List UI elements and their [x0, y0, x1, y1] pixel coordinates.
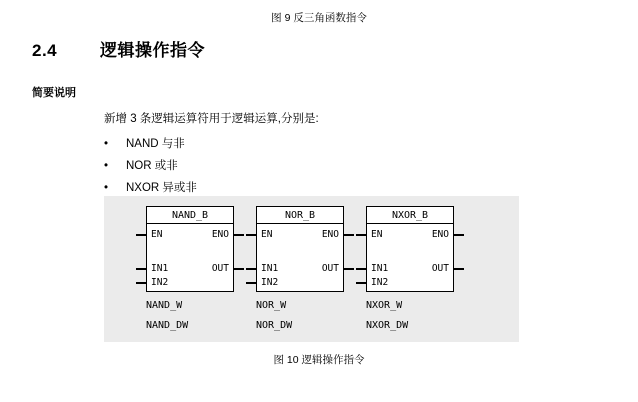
section-number: 2.4 — [32, 41, 58, 60]
figure-9-caption: 图 9 反三角函数指令 — [271, 12, 367, 24]
function-block-row-en — [367, 229, 453, 240]
list-item — [104, 155, 504, 177]
pin-label-eno: ENO — [431, 229, 449, 240]
list-item — [104, 133, 504, 155]
figure-10-caption: 图 10 逻辑操作指令 — [273, 354, 365, 366]
function-block-group-nor — [246, 196, 356, 342]
function-block-row-en — [257, 229, 343, 240]
pin-label-in1: IN1 — [371, 263, 389, 274]
function-block-title: NXOR_B — [367, 207, 453, 224]
operator-bullet-list — [104, 133, 504, 199]
function-block-row-en — [147, 229, 233, 240]
pin-out-line — [454, 268, 464, 270]
list-item-label: NOR 或非 — [126, 160, 178, 172]
function-block-row-in1 — [147, 263, 233, 274]
pin-label-eno: ENO — [211, 229, 229, 240]
pin-label-out: OUT — [211, 263, 229, 274]
block-variant-label: NAND_DW — [146, 320, 189, 331]
bullet-icon: • — [104, 138, 109, 150]
function-block-title: NAND_B — [147, 207, 233, 224]
pin-label-eno: ENO — [321, 229, 339, 240]
function-block-title: NOR_B — [257, 207, 343, 224]
pin-label-out: OUT — [321, 263, 339, 274]
pin-label-en: EN — [371, 229, 383, 240]
intro-paragraph: 新增 3 条逻辑运算符用于逻辑运算,分别是: — [104, 113, 319, 125]
pin-label-in2: IN2 — [261, 277, 279, 288]
function-block-row-in2 — [147, 277, 233, 288]
function-block-nor — [256, 206, 344, 292]
block-variant-label: NAND_W — [146, 300, 183, 311]
block-variant-label: NXOR_DW — [366, 320, 409, 331]
function-block-row-in2 — [367, 277, 453, 288]
function-block-group-nxor — [356, 196, 466, 342]
brief-description-label: 简要说明 — [32, 87, 76, 99]
pin-out-line — [344, 268, 354, 270]
pin-label-in2: IN2 — [151, 277, 169, 288]
pin-en-line — [356, 234, 366, 236]
pin-in1-line — [356, 268, 366, 270]
list-item-label: NXOR 异或非 — [126, 182, 197, 194]
pin-label-in2: IN2 — [371, 277, 389, 288]
pin-label-in1: IN1 — [261, 263, 279, 274]
pin-label-in1: IN1 — [151, 263, 169, 274]
pin-in2-line — [136, 282, 146, 284]
function-block-nxor — [366, 206, 454, 292]
function-block-row-in2 — [257, 277, 343, 288]
pin-eno-line — [344, 234, 354, 236]
list-item-label: NAND 与非 — [126, 138, 185, 150]
pin-in2-line — [246, 282, 256, 284]
section-heading — [32, 36, 592, 61]
function-block-nand — [146, 206, 234, 292]
bullet-icon: • — [104, 160, 109, 172]
pin-in1-line — [246, 268, 256, 270]
pin-label-en: EN — [261, 229, 273, 240]
figure-10-graphic — [104, 196, 519, 342]
pin-in2-line — [356, 282, 366, 284]
bullet-icon: • — [104, 182, 109, 194]
block-variant-label: NXOR_W — [366, 300, 403, 311]
pin-eno-line — [454, 234, 464, 236]
function-block-group-nand — [136, 196, 246, 342]
section-title: 逻辑操作指令 — [100, 41, 205, 60]
pin-in1-line — [136, 268, 146, 270]
pin-en-line — [246, 234, 256, 236]
pin-out-line — [234, 268, 244, 270]
block-variant-label: NOR_W — [256, 300, 287, 311]
pin-en-line — [136, 234, 146, 236]
function-block-row-in1 — [367, 263, 453, 274]
pin-label-en: EN — [151, 229, 163, 240]
pin-eno-line — [234, 234, 244, 236]
pin-label-out: OUT — [431, 263, 449, 274]
function-block-row-in1 — [257, 263, 343, 274]
block-variant-label: NOR_DW — [256, 320, 293, 331]
